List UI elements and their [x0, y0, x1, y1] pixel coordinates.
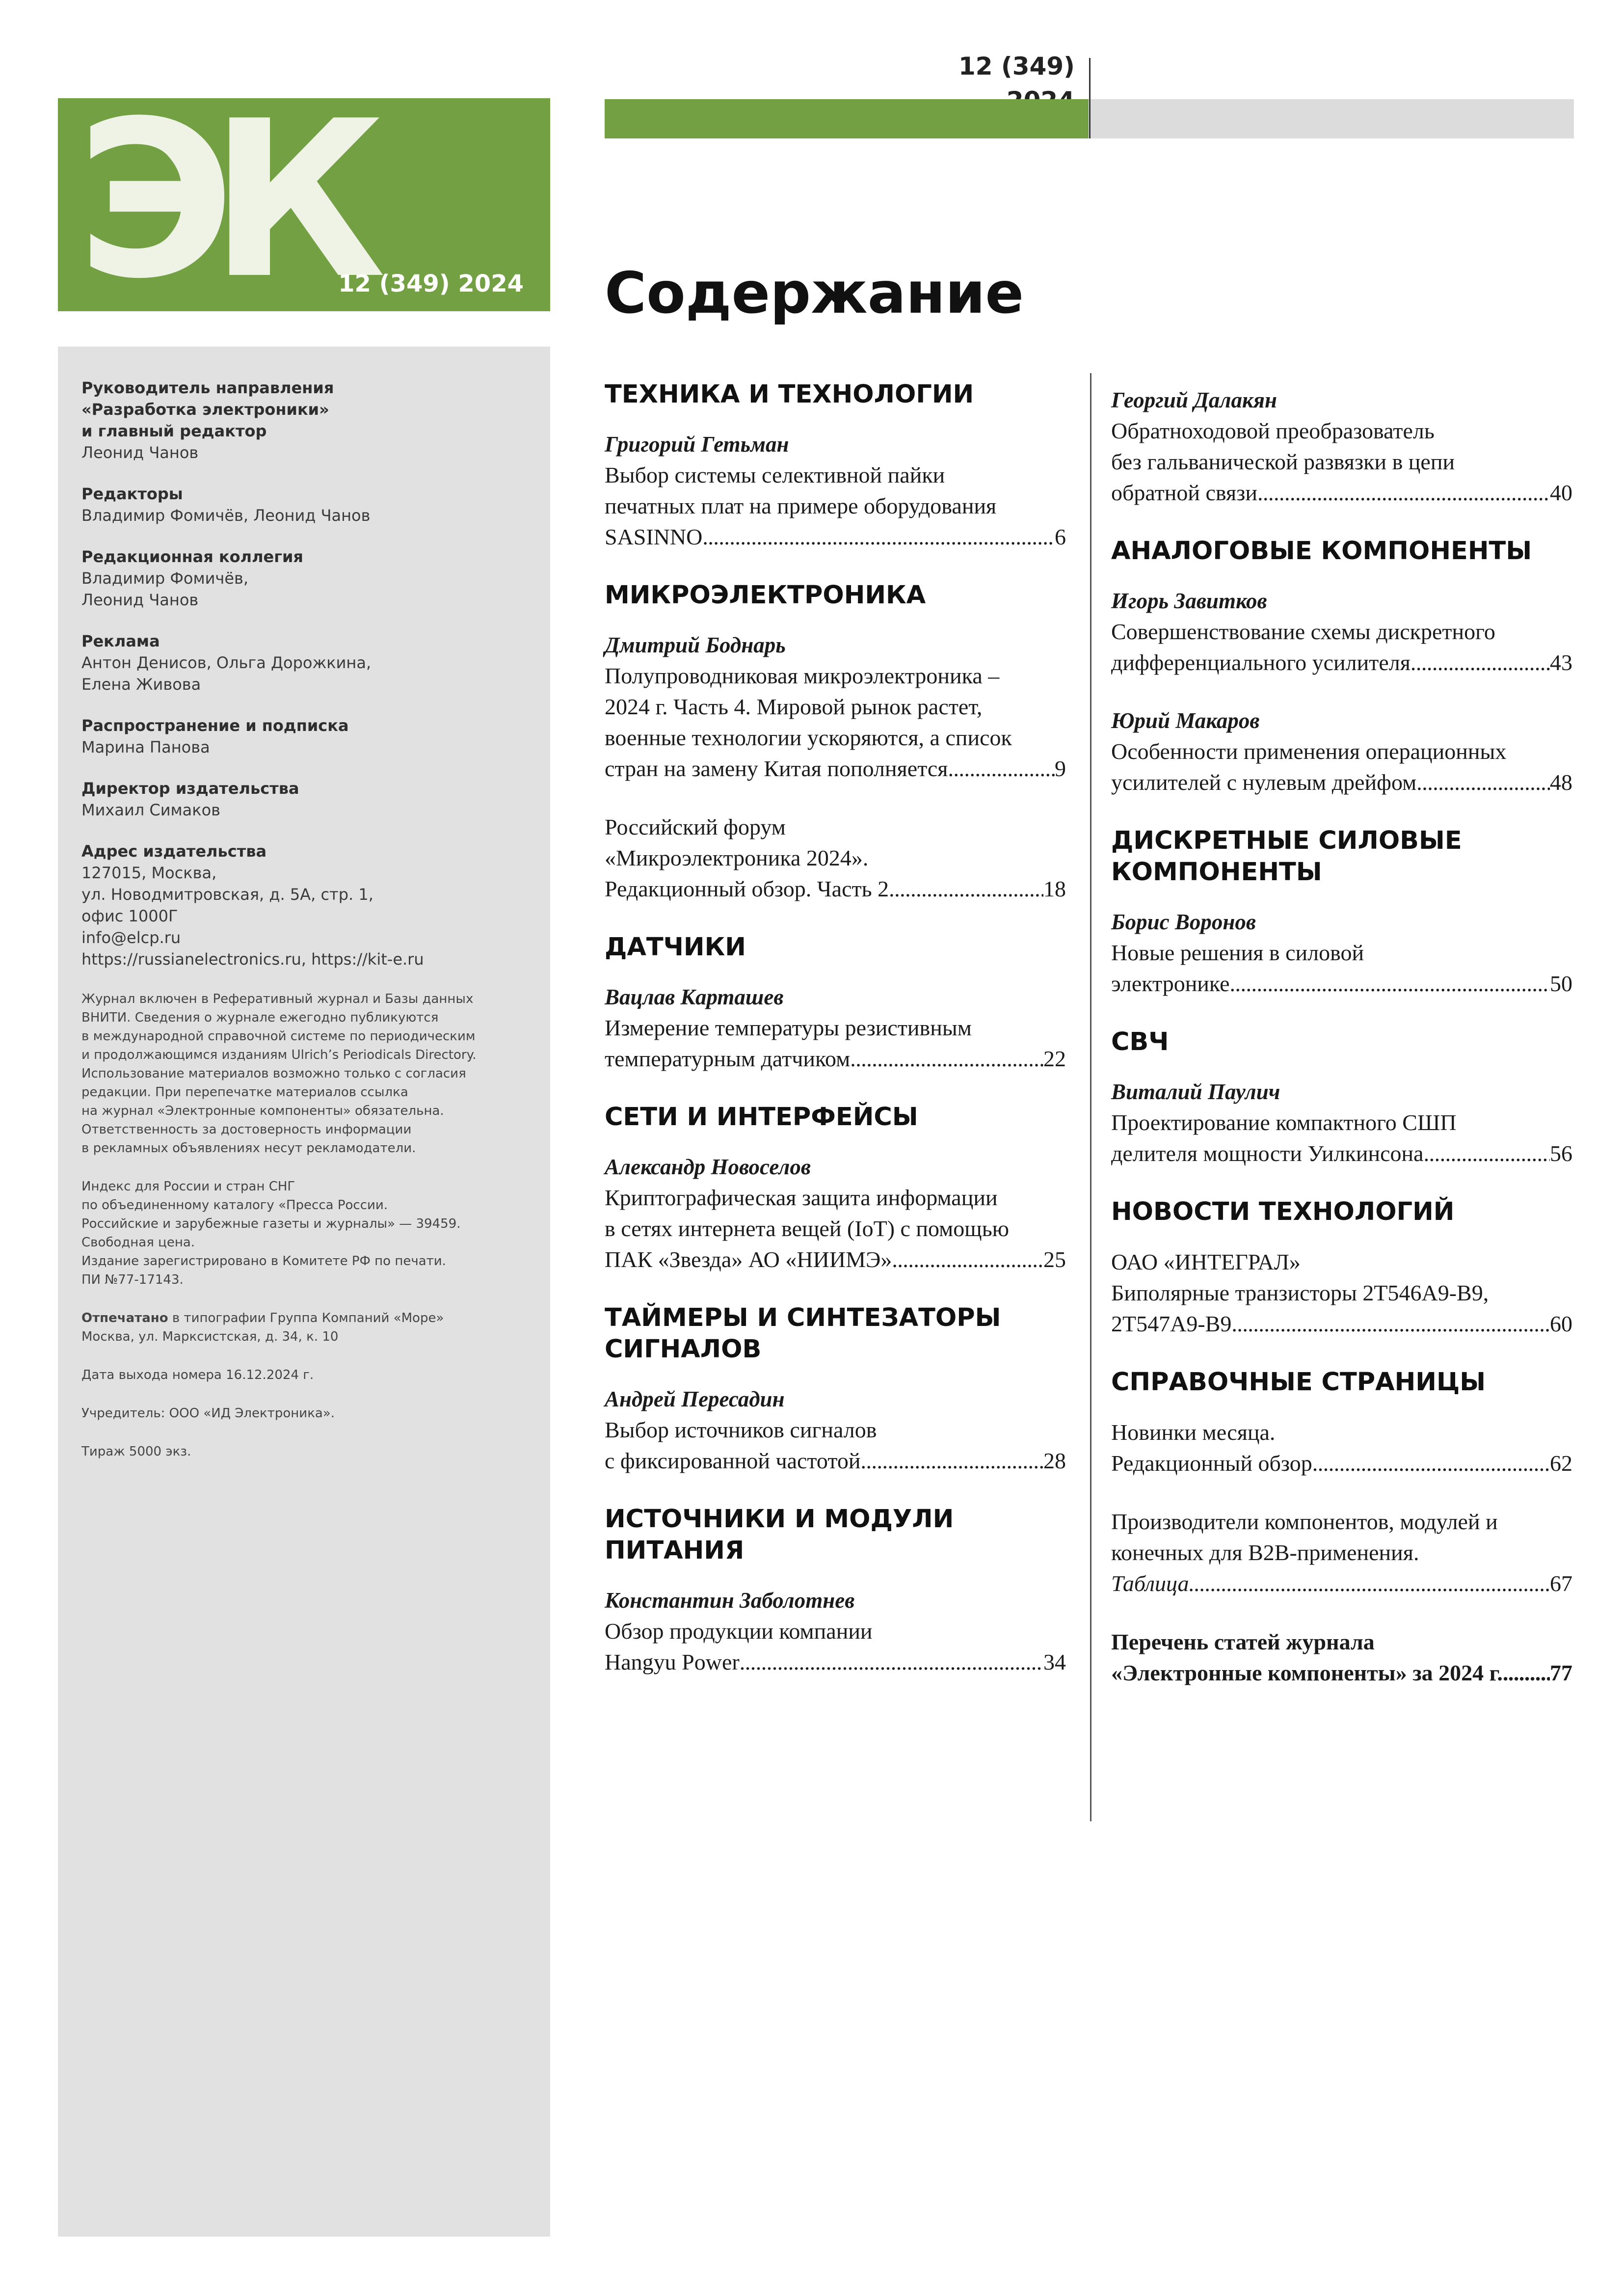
- entry-title-line: в сетях интернета вещей (IoT) с помощью: [605, 1216, 1010, 1241]
- toc-entry[interactable]: [1111, 1246, 1572, 1339]
- entry-last-line: [605, 1445, 1066, 1476]
- dot-leader: [1503, 1657, 1550, 1688]
- entry-title-line: стран на замену Китая пополняется: [605, 756, 948, 781]
- staff-value: Леонид Чанов: [81, 443, 199, 462]
- page-title: Содержание: [605, 260, 1024, 326]
- staff-block: [81, 377, 533, 463]
- entry-author: Игорь Завитков: [1111, 589, 1267, 613]
- staff-value: Марина Панова: [81, 738, 210, 756]
- entry-title-line: Полупроводниковая микроэлектроника –: [605, 663, 1000, 688]
- printed-label: Отпечатано: [81, 1311, 168, 1325]
- toc-entry[interactable]: [1111, 907, 1572, 999]
- section-title: ДИСКРЕТНЫЕ СИЛОВЫЕ КОМПОНЕНТЫ: [1111, 826, 1462, 887]
- journal-indexing-note: Журнал включен в Реферативный журнал и Базы данных ВНИТИ. Сведения о журнале ежегодно публикуются в международной справочной системе по периодическим и продолжающимся изданиям Ulrich’s Periodicals Directory. Использование материалов возможно только с согласия редакции. При перепечатке материалов ссылка на журнал «Электронные компоненты» обязательна. Ответственность за достоверность информации в рекламных объявлениях несут рекламодатели.: [81, 992, 477, 1156]
- entry-title-line: Производители компонентов, модулей и: [1111, 1509, 1498, 1534]
- entry-title-line: печатных плат на примере оборудования: [605, 493, 997, 518]
- section-title: ИСТОЧНИКИ И МОДУЛИ ПИТАНИЯ: [605, 1505, 954, 1565]
- entry-last-line: [1111, 767, 1572, 798]
- entry-title-line: Обратноходовой преобразователь: [1111, 418, 1435, 443]
- entry-last-line: [605, 1647, 1066, 1677]
- entry-title-line: Таблица: [1111, 1571, 1189, 1596]
- entry-author: Григорий Гетьман: [605, 432, 789, 457]
- entry-last-line: [1111, 1568, 1572, 1599]
- dot-leader: [1230, 968, 1550, 999]
- page-number: 50: [1550, 971, 1572, 996]
- entry-last-line: [605, 1244, 1066, 1275]
- entry-title-line: Новинки месяца.: [1111, 1420, 1276, 1445]
- staff-label: Директор издательства: [81, 779, 299, 798]
- section-title: СПРАВОЧНЫЕ СТРАНИЦЫ: [1111, 1368, 1486, 1397]
- dot-leader: [1231, 1308, 1550, 1339]
- section-title: НОВОСТИ ТЕХНОЛОГИЙ: [1111, 1197, 1455, 1226]
- toc-entry[interactable]: [605, 1384, 1066, 1476]
- dot-leader: [702, 521, 1055, 552]
- page-number: 77: [1550, 1660, 1572, 1685]
- entry-title-line: температурным датчиком: [605, 1046, 851, 1071]
- dot-leader: [850, 1043, 1043, 1074]
- entry-title-line: Редакционный обзор: [1111, 1451, 1312, 1476]
- staff-label: Редакционная коллегия: [81, 547, 303, 566]
- entry-title-line: делителя мощности Уилкинсона: [1111, 1141, 1424, 1166]
- section-title: СЕТИ И ИНТЕРФЕЙСЫ: [605, 1103, 918, 1132]
- staff-value: Михаил Симаков: [81, 801, 221, 819]
- staff-label: Руководитель направления «Разработка электроники» и главный редактор: [81, 378, 334, 440]
- page-number: 67: [1550, 1571, 1572, 1596]
- toc-entry[interactable]: [1111, 385, 1572, 508]
- staff-label: Распространение и подписка: [81, 716, 349, 735]
- entry-author: Вацлав Карташев: [605, 985, 784, 1009]
- staff-block: [81, 630, 533, 695]
- release-date: Дата выхода номера 16.12.2024 г.: [81, 1368, 314, 1382]
- toc-entry[interactable]: [605, 429, 1066, 552]
- staff-value: Владимир Фомичёв, Леонид Чанов: [81, 569, 249, 609]
- staff-block: [81, 840, 533, 970]
- toc-entry[interactable]: [605, 1585, 1066, 1677]
- entry-title-line: Выбор системы селективной пайки: [605, 462, 945, 487]
- entry-title-line: Новые решения в силовой: [1111, 940, 1364, 965]
- toc-entry[interactable]: [1111, 705, 1572, 798]
- page-number: 25: [1043, 1247, 1066, 1272]
- entry-title-line: Особенности применения операционных: [1111, 739, 1507, 764]
- entry-last-line: [1111, 1448, 1572, 1479]
- entry-title-line: Российский форум: [605, 814, 786, 839]
- section-title: СВЧ: [1111, 1027, 1169, 1056]
- toc-entry[interactable]: [605, 811, 1066, 904]
- dot-leader: [1189, 1568, 1550, 1599]
- entry-author: Борис Воронов: [1111, 910, 1256, 934]
- entry-title-line: Криптографическая защита информации: [605, 1185, 998, 1210]
- entry-last-line: [1111, 1657, 1572, 1688]
- page-number: 34: [1043, 1649, 1066, 1675]
- founder-note: Учредитель: ООО «ИД Электроника».: [81, 1406, 335, 1421]
- dot-leader: [1410, 647, 1550, 678]
- staff-value: Владимир Фомичёв, Леонид Чанов: [81, 506, 371, 525]
- entry-title-line: обратной связи: [1111, 480, 1257, 505]
- entry-title-line: SASINNO: [605, 524, 703, 549]
- staff-value: Антон Денисов, Ольга Дорожкина, Елена Живова: [81, 653, 372, 694]
- entry-author: Константин Заболотнев: [605, 1588, 855, 1613]
- entry-last-line: [605, 1043, 1066, 1074]
- publisher-address: 127015, Москва, ул. Новодмитровская, д. 5А, стр. 1, офис 1000Г info@elcp.ru https://russianelectronics.ru, https://kit-e.ru: [81, 864, 424, 969]
- dot-leader: [1424, 1138, 1550, 1169]
- page-number: 60: [1550, 1311, 1572, 1336]
- dot-leader: [948, 753, 1055, 784]
- entry-title-line: без гальванической развязки в цепи: [1111, 449, 1455, 474]
- journal-logo: [58, 98, 550, 311]
- entry-title-line: «Микроэлектроника 2024».: [605, 845, 869, 870]
- entry-title-line: конечных для B2B-применения.: [1111, 1540, 1419, 1565]
- entry-last-line: [1111, 1308, 1572, 1339]
- entry-title-line: электронике: [1111, 971, 1230, 996]
- toc-entry-annual-index[interactable]: [1111, 1626, 1572, 1688]
- entry-last-line: [1111, 968, 1572, 999]
- dot-leader: [740, 1647, 1043, 1677]
- entry-title-line: «Электронные компоненты» за 2024 г.: [1111, 1660, 1503, 1685]
- entry-title-line: Выбор источников сигналов: [605, 1417, 877, 1442]
- dot-leader: [889, 873, 1043, 904]
- toc-entry[interactable]: [1111, 1417, 1572, 1479]
- entry-author: Юрий Макаров: [1111, 708, 1260, 733]
- circulation-note: Тираж 5000 экз.: [81, 1444, 191, 1459]
- logo-mark: ЭК: [77, 98, 361, 311]
- section-title: АНАЛОГОВЫЕ КОМПОНЕНТЫ: [1111, 537, 1532, 566]
- entry-last-line: [1111, 477, 1572, 508]
- entry-last-line: [605, 521, 1066, 552]
- toc-entry[interactable]: [1111, 1077, 1572, 1169]
- header-green-bar: [605, 99, 1089, 138]
- printed-text: в типографии Группа Компаний «Море» Москва, ул. Марксистская, д. 34, к. 10: [81, 1311, 444, 1344]
- page-number: 22: [1043, 1046, 1066, 1071]
- column-divider: [1090, 373, 1091, 1821]
- page-number: 28: [1043, 1448, 1066, 1473]
- toc-column-right: [1111, 373, 1572, 1716]
- staff-label: Адрес издательства: [81, 842, 267, 861]
- entry-title-line: дифференциального усилителя: [1111, 650, 1410, 675]
- entry-title-line: 2Т547А9-В9: [1111, 1311, 1232, 1336]
- dot-leader: [860, 1445, 1043, 1476]
- printing-house-note: [81, 1309, 533, 1346]
- editorial-info: [81, 377, 533, 1481]
- page-number: 43: [1550, 650, 1572, 675]
- entry-author: Виталий Паулич: [1111, 1080, 1280, 1104]
- page-number: 56: [1550, 1141, 1572, 1166]
- entry-title-line: Биполярные транзисторы 2Т546А9-В9,: [1111, 1280, 1489, 1305]
- entry-title-line: Измерение температуры резистивным: [605, 1015, 972, 1040]
- section-title: ТЕХНИКА И ТЕХНОЛОГИИ: [605, 380, 974, 409]
- staff-block: [81, 715, 533, 758]
- page-number: 9: [1055, 756, 1066, 781]
- entry-author: Дмитрий Боднарь: [605, 633, 786, 657]
- dot-leader: [1257, 477, 1550, 508]
- page-number: 48: [1550, 770, 1572, 795]
- page-number: 40: [1550, 480, 1572, 505]
- entry-author: Александр Новоселов: [605, 1155, 811, 1179]
- header-gray-bar: [1091, 99, 1574, 138]
- section-title: МИКРОЭЛЕКТРОНИКА: [605, 581, 926, 610]
- page-number: 18: [1043, 876, 1066, 901]
- section-title: ТАЙМЕРЫ И СИНТЕЗАТОРЫ СИГНАЛОВ: [605, 1303, 1001, 1364]
- page-number: 6: [1055, 524, 1066, 549]
- toc-column-left: [605, 373, 1066, 1705]
- staff-block: [81, 546, 533, 611]
- dot-leader: [892, 1244, 1043, 1275]
- entry-title-line: ПАК «Звезда» АО «НИИМЭ»: [605, 1247, 892, 1272]
- entry-title-line: Совершенствование схемы дискретного: [1111, 619, 1495, 644]
- entry-title-line: военные технологии ускоряются, а список: [605, 725, 1012, 750]
- staff-label: Реклама: [81, 632, 160, 650]
- staff-block: [81, 483, 533, 526]
- entry-last-line: [1111, 647, 1572, 678]
- header-issue-number: 12 (349): [958, 52, 1075, 81]
- section-title: ДАТЧИКИ: [605, 933, 746, 962]
- entry-title-line: Перечень статей журнала: [1111, 1629, 1375, 1654]
- entry-title-line: ОАО «ИНТЕГРАЛ»: [1111, 1249, 1301, 1274]
- toc-entry[interactable]: [1111, 586, 1572, 678]
- entry-title-line: с фиксированной частотой: [605, 1448, 861, 1473]
- entry-last-line: [605, 873, 1066, 904]
- toc-entry[interactable]: [605, 1152, 1066, 1275]
- entry-author: Андрей Пересадин: [605, 1387, 785, 1411]
- logo-issue-number: 12 (349) 2024: [338, 270, 524, 297]
- entry-last-line: [1111, 1138, 1572, 1169]
- toc-entry[interactable]: [605, 630, 1066, 784]
- entry-title-line: Редакционный обзор. Часть 2: [605, 876, 889, 901]
- staff-block: [81, 778, 533, 821]
- entry-title-line: Обзор продукции компании: [605, 1619, 873, 1644]
- staff-label: Редакторы: [81, 485, 183, 503]
- entry-author: Георгий Далакян: [1111, 388, 1277, 412]
- editorial-info-panel: [58, 347, 550, 2237]
- entry-title-line: 2024 г. Часть 4. Мировой рынок растет,: [605, 694, 983, 719]
- dot-leader: [1416, 767, 1550, 798]
- subscription-index-note: Индекс для России и стран СНГ по объединенному каталогу «Пресса России. Российские и зарубежные газеты и журналы» — 39459. Свободная цена. Издание зарегистрировано в Комитете РФ по печати. ПИ №77-17143.: [81, 1179, 461, 1287]
- entry-last-line: [605, 753, 1066, 784]
- toc-entry[interactable]: [605, 982, 1066, 1074]
- entry-title-line: усилителей с нулевым дрейфом: [1111, 770, 1417, 795]
- entry-title-line: Hangyu Power: [605, 1649, 740, 1675]
- entry-title-line: Проектирование компактного СШП: [1111, 1110, 1457, 1135]
- toc-entry[interactable]: [1111, 1506, 1572, 1599]
- dot-leader: [1312, 1448, 1550, 1479]
- page-number: 62: [1550, 1451, 1572, 1476]
